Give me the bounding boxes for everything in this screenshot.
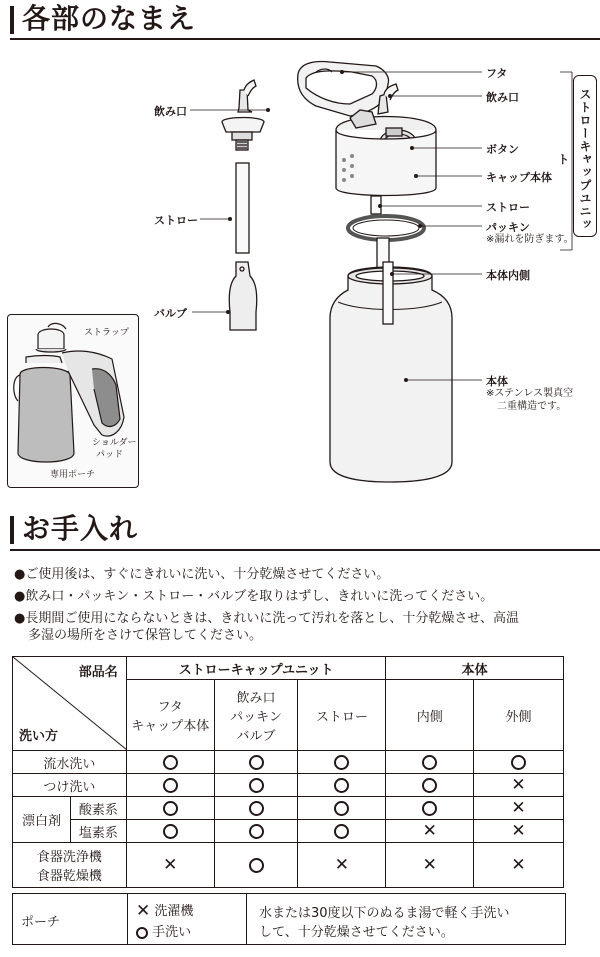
- cell-mark: [214, 774, 298, 797]
- care-bullet-2: ●飲み口・パッキン・ストロー・バルブを取りはずし、きれいに洗ってください。: [14, 589, 494, 604]
- straw-cap-unit-label: ストローキャップユニット: [573, 75, 597, 237]
- cell-mark: [298, 797, 386, 820]
- row-dishwasher: 食器洗浄機 食器乾燥機: [13, 843, 127, 888]
- cell-mark: [126, 797, 214, 820]
- table-row: [13, 820, 564, 843]
- table-row: [13, 774, 564, 797]
- pouch-inset: [7, 314, 139, 488]
- note-gasket: ※漏れを防ぎます。: [486, 234, 574, 245]
- label-lid: フタ: [486, 67, 508, 80]
- row-oxygen: 酸素系: [70, 797, 126, 820]
- section-rule-care: [10, 549, 600, 551]
- circle-mark-icon: [249, 755, 264, 770]
- label-drink-spout-left: 飲み口: [154, 105, 187, 118]
- x-mark-icon: ✕: [422, 854, 437, 875]
- spout-illustration: [222, 80, 264, 150]
- x-mark-icon: ✕: [136, 901, 151, 921]
- cell-mark: [298, 751, 386, 774]
- label-body: 本体: [486, 375, 508, 388]
- label-valve: バルブ: [154, 307, 187, 320]
- pouch-washer: 洗濯機: [154, 904, 194, 919]
- label-body-inner: 本体内側: [486, 269, 530, 282]
- corner-wash-method: 洗い方: [19, 729, 59, 744]
- pouch-care-box: [12, 893, 566, 945]
- x-mark-icon: ✕: [511, 854, 526, 875]
- label-gasket: パッキン: [486, 221, 530, 234]
- col-straw: ストロー: [298, 680, 386, 751]
- cell-mark: [298, 820, 386, 843]
- circle-mark-icon: [334, 801, 349, 816]
- circle-mark-icon: [422, 755, 437, 770]
- pouch-care-label: ポーチ: [21, 915, 61, 930]
- pouch-instruction-2: して、十分乾燥させてください。: [259, 925, 454, 940]
- label-button: ボタン: [486, 143, 519, 156]
- pouch-label-shoulder-2: パッド: [96, 450, 124, 460]
- cell-mark: [474, 843, 564, 888]
- circle-mark-icon: [136, 927, 148, 939]
- label-drink-spout-right: 飲み口: [486, 91, 519, 104]
- x-mark-icon: ✕: [334, 854, 349, 875]
- pouch-handwash: 手洗い: [152, 925, 192, 940]
- cell-mark: [126, 774, 214, 797]
- care-bullet-3: ●長期間ご使用にならないときは、きれいに洗って汚れを落とし、十分乾燥させ、高温: [14, 611, 519, 626]
- circle-mark-icon: [249, 824, 264, 839]
- pouch-label-strap: ストラップ: [84, 328, 129, 338]
- circle-mark-icon: [163, 755, 178, 770]
- corner-parts-name: 部品名: [78, 665, 118, 680]
- row-bleach: 漂白剤: [13, 797, 71, 843]
- circle-mark-icon: [163, 824, 178, 839]
- x-mark-icon: ✕: [511, 774, 526, 795]
- care-bullet-1: ●ご使用後は、すぐにきれいに洗い、十分乾燥させてください。: [14, 567, 390, 582]
- circle-mark-icon: [249, 778, 264, 793]
- label-straw-right: ストロー: [486, 201, 530, 214]
- cell-mark: [474, 774, 564, 797]
- x-mark-icon: ✕: [511, 820, 526, 841]
- row-running-water: 流水洗い: [13, 751, 127, 774]
- label-straw-left: ストロー: [154, 214, 198, 227]
- cell-mark: [386, 751, 474, 774]
- valve-illustration: [229, 262, 257, 330]
- circle-mark-icon: [163, 801, 178, 816]
- cell-mark: [474, 751, 564, 774]
- section-title-care: お手入れ: [10, 512, 138, 546]
- care-bullet-3-cont: 多湿の場所をさけて保管してください。: [28, 628, 263, 643]
- cell-mark: [298, 843, 386, 888]
- circle-mark-icon: [249, 801, 264, 816]
- table-corner: [13, 657, 127, 751]
- cell-mark: [474, 797, 564, 820]
- cell-mark: [386, 843, 474, 888]
- group-straw-cap-unit: ストローキャップユニット: [126, 657, 386, 680]
- circle-mark-icon: [249, 858, 264, 873]
- x-mark-icon: ✕: [422, 820, 437, 841]
- cell-mark: [214, 797, 298, 820]
- row-soak: つけ洗い: [13, 774, 127, 797]
- pouch-instruction-1: 水または30度以下のぬるま湯で軽く手洗い: [259, 906, 510, 921]
- cell-mark: [126, 820, 214, 843]
- cell-mark: [126, 843, 214, 888]
- circle-mark-icon: [334, 755, 349, 770]
- col-spout-gasket-valve: 飲み口 パッキン バルブ: [214, 680, 298, 751]
- care-table: [12, 656, 564, 888]
- note-body-1: ※ステンレス製真空: [486, 388, 574, 399]
- straw-illustration: [236, 163, 249, 253]
- cell-mark: [386, 797, 474, 820]
- cell-mark: [214, 820, 298, 843]
- x-mark-icon: ✕: [163, 854, 178, 875]
- cap-body-illustration: [336, 130, 436, 196]
- cell-mark: [126, 751, 214, 774]
- section-title-parts: 各部のなまえ: [10, 2, 196, 36]
- circle-mark-icon: [334, 778, 349, 793]
- circle-mark-icon: [422, 778, 437, 793]
- pouch-caption: 専用ポーチ: [50, 470, 96, 480]
- x-mark-icon: ✕: [511, 797, 526, 818]
- cell-mark: [386, 774, 474, 797]
- note-body-2: 二重構造です。: [497, 401, 567, 412]
- bottle-body-illustration: [330, 262, 452, 482]
- pouch-label-shoulder-1: ショルダー: [92, 438, 137, 448]
- cell-mark: [214, 843, 298, 888]
- label-cap-body: キャップ本体: [486, 171, 552, 184]
- lid-illustration: [298, 62, 389, 117]
- circle-mark-icon: [163, 778, 178, 793]
- pouch-illustration: [8, 315, 138, 487]
- table-row: [13, 797, 564, 820]
- row-chlorine: 塩素系: [70, 820, 126, 843]
- col-lid-cap: フタ キャップ本体: [126, 680, 214, 751]
- cell-mark: [474, 820, 564, 843]
- cell-mark: [214, 751, 298, 774]
- table-row: [13, 751, 564, 774]
- circle-mark-icon: [334, 824, 349, 839]
- col-inner: 内側: [386, 680, 474, 751]
- col-outer: 外側: [474, 680, 564, 751]
- circle-mark-icon: [511, 755, 526, 770]
- cell-mark: [298, 774, 386, 797]
- group-body: 本体: [386, 657, 564, 680]
- cell-mark: [386, 820, 474, 843]
- circle-mark-icon: [422, 801, 437, 816]
- table-row: [13, 843, 564, 888]
